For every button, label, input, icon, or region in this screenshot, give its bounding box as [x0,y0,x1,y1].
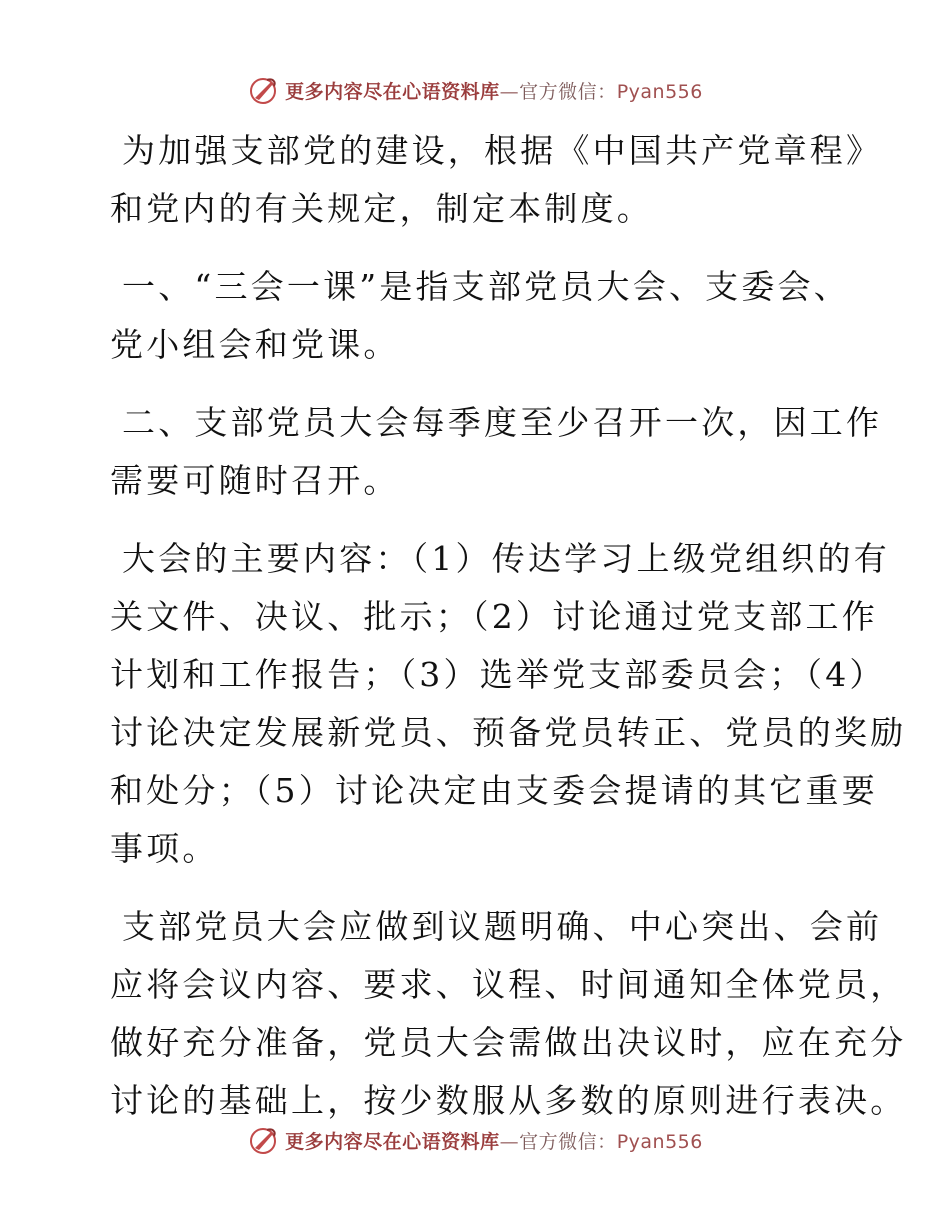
paragraph-article-1 [98,258,858,374]
quill-logo-icon [247,74,279,106]
text-line: 大会的主要内容：（1）传达学习上级党组织的有 [122,539,890,578]
text-line: 和处分；（5）讨论决定由支委会提请的其它重要 [110,771,878,810]
text-line: 二、支部党员大会每季度至少召开一次，因工作 [122,403,883,442]
text-line: 关文件、决议、批示；（2）讨论通过党支部工作 [110,597,878,636]
paragraph-article-2 [98,394,883,510]
watermark-text [285,77,703,104]
text-line: 为加强支部党的建设，根据《中国共产党章程》 [122,131,883,170]
watermark-account: Pyan556 [616,1130,703,1153]
watermark-wechat-label: 官方微信： [519,80,617,103]
watermark-wechat-label: 官方微信： [519,1130,617,1153]
paragraph-intro [98,122,883,238]
text-line: 一、“三会一课”是指支部党员大会、支委会、 [122,267,850,306]
text-line: 计划和工作报告；（3）选举党支部委员会；（4） [110,655,886,694]
watermark-main: 更多内容尽在心语资料库 [285,1130,500,1153]
watermark-dash: — [499,1130,520,1153]
watermark-main: 更多内容尽在心语资料库 [285,80,500,103]
text-line: 讨论的基础上，按少数服从多数的原则进行表决。 [110,1081,907,1120]
text-line: 党小组会和党课。 [110,325,400,364]
text-line: 支部党员大会应做到议题明确、中心突出、会前 [122,907,883,946]
text-line: 应将会议内容、要求、议程、时间通知全体党员， [110,965,907,1004]
text-line: 需要可随时召开。 [110,461,400,500]
watermark-dash: — [499,80,520,103]
text-line: 事项。 [110,829,219,868]
document-body [98,122,907,1150]
watermark-banner-top [0,70,950,110]
text-line: 做好充分准备，党员大会需做出决议时，应在充分 [110,1023,907,1062]
quill-logo-icon [247,1124,279,1156]
paragraph-meeting-content [98,530,907,878]
paragraph-meeting-requirements [98,898,907,1130]
text-line: 和党内的有关规定，制定本制度。 [110,189,653,228]
watermark-account: Pyan556 [616,80,703,103]
text-line: 讨论决定发展新党员、预备党员转正、党员的奖励 [110,713,907,752]
watermark-text [285,1127,703,1154]
watermark-banner-bottom [0,1120,950,1160]
